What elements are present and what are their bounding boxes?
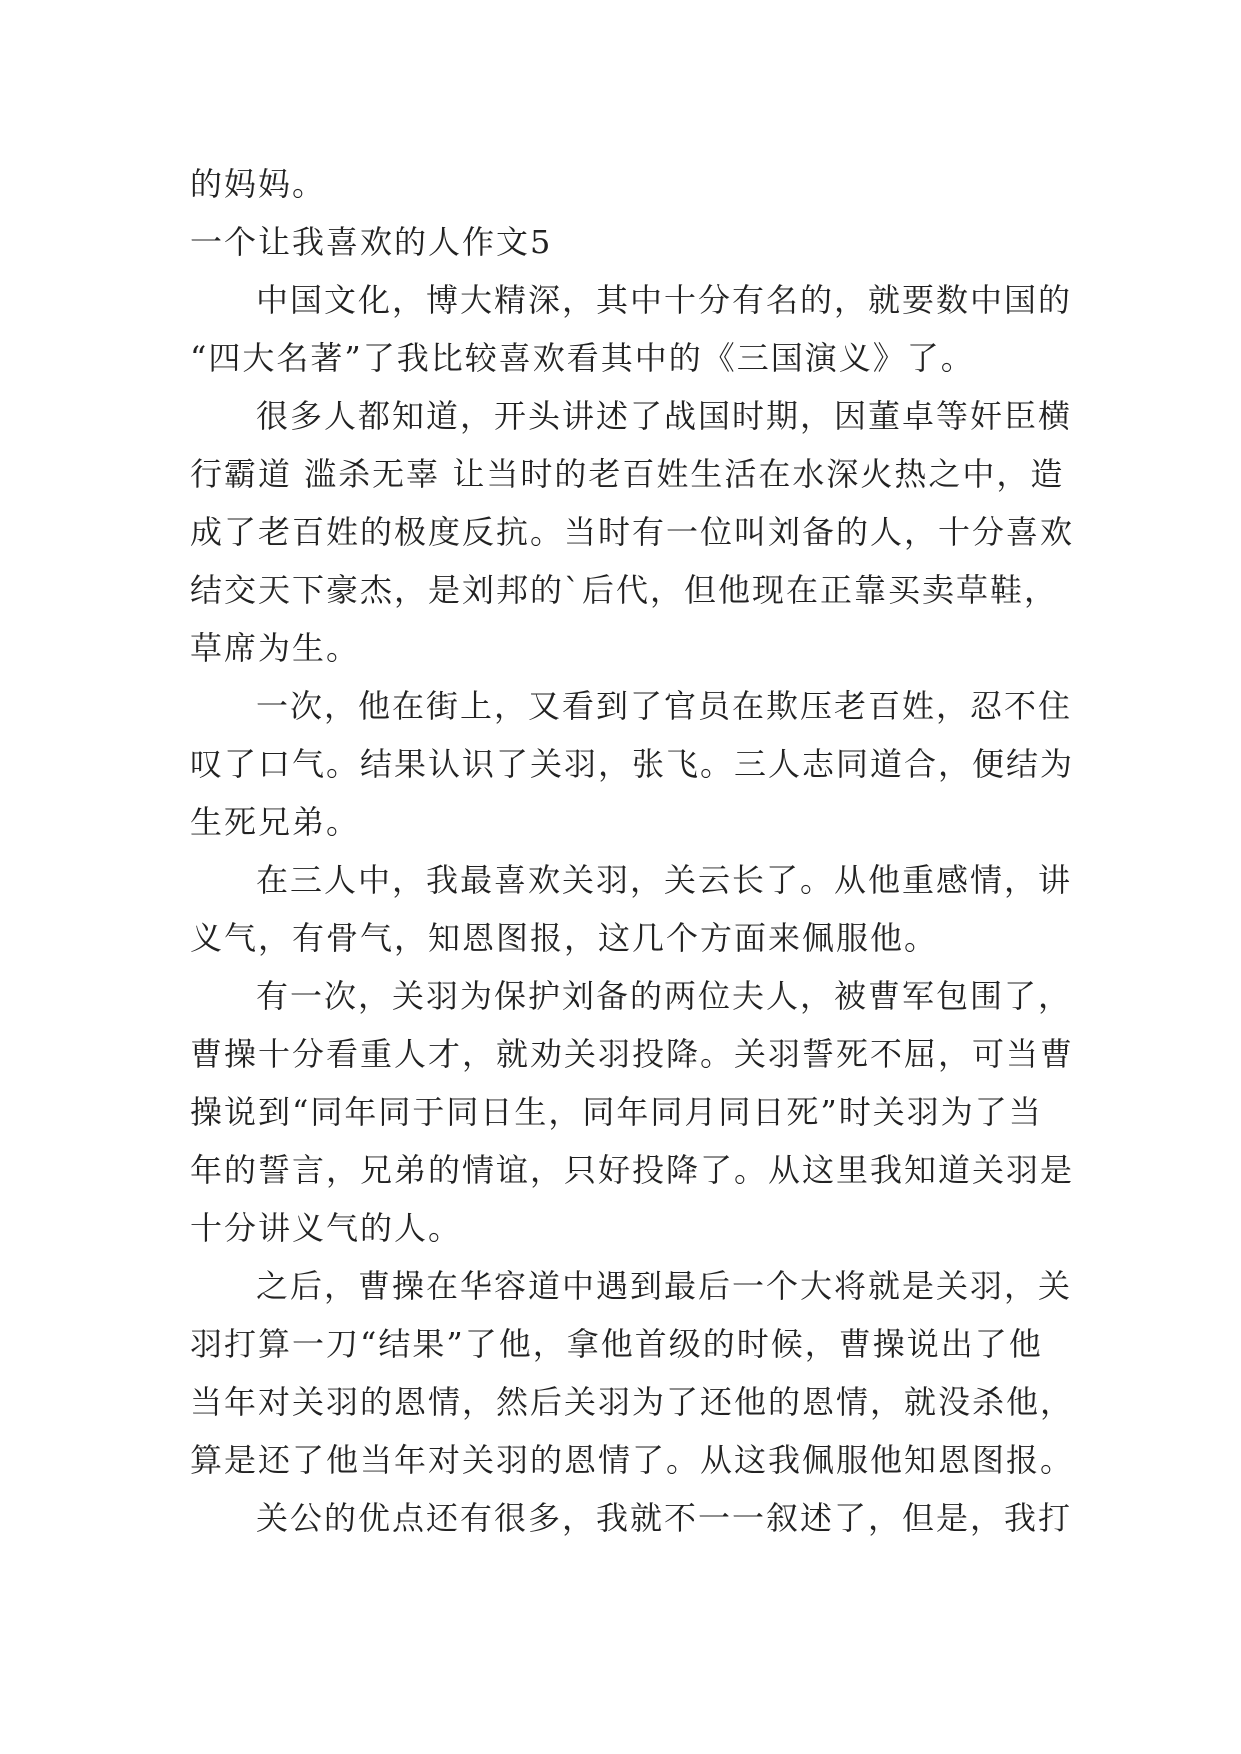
essay-title: 一个让我喜欢的人作文5 [190, 223, 553, 261]
document-body [190, 155, 1075, 1547]
paragraph-start-line: 一次，他在街上，又看到了官员在欺压老百姓，忍不住 [256, 687, 1073, 725]
text-line: 行霸道 滥杀无辜 让当时的老百姓生活在水深火热之中，造 [190, 455, 1065, 493]
text-line: 当年对关羽的恩情，然后关羽为了还他的恩情，就没杀他， [190, 1383, 1075, 1421]
paragraph-start-line: 有一次，关羽为保护刘备的两位夫人，被曹军包围了， [256, 977, 1073, 1015]
text-line: 草席为生。 [190, 629, 361, 667]
text-line: 十分讲义气的人。 [190, 1209, 463, 1247]
paragraph-start-line: 在三人中，我最喜欢关羽，关云长了。从他重感情，讲 [256, 861, 1073, 899]
text-line: 义气，有骨气，知恩图报，这几个方面来佩服他。 [190, 919, 939, 957]
text-line: “四大名著”了我比较喜欢看其中的《三国演义》了。 [190, 339, 975, 377]
paragraph-start-line: 之后，曹操在华容道中遇到最后一个大将就是关羽，关 [256, 1267, 1073, 1305]
text-line: 生死兄弟。 [190, 803, 361, 841]
text-line: 羽打算一刀“结果”了他，拿他首级的时候，曹操说出了他 [190, 1325, 1043, 1363]
text-line: 年的誓言，兄弟的情谊，只好投降了。从这里我知道关羽是 [190, 1151, 1075, 1189]
text-line: 曹操十分看重人才，就劝关羽投降。关羽誓死不屈，可当曹 [190, 1035, 1075, 1073]
text-line: 结交天下豪杰，是刘邦的`后代，但他现在正靠买卖草鞋， [190, 571, 1059, 609]
text-line: 的妈妈。 [190, 165, 327, 203]
text-line: 算是还了他当年对关羽的恩情了。从这我佩服他知恩图报。 [190, 1441, 1075, 1479]
text-line: 叹了口气。结果认识了关羽，张飞。三人志同道合，便结为 [190, 745, 1075, 783]
text-line: 成了老百姓的极度反抗。当时有一位叫刘备的人，十分喜欢 [190, 513, 1075, 551]
paragraph-start-line: 关公的优点还有很多，我就不一一叙述了，但是，我打 [256, 1499, 1073, 1537]
paragraph-start-line: 中国文化，博大精深，其中十分有名的，就要数中国的 [256, 281, 1073, 319]
paragraph-start-line: 很多人都知道，开头讲述了战国时期，因董卓等奸臣横 [256, 397, 1073, 435]
text-line: 操说到“同年同于同日生，同年同月同日死”时关羽为了当 [190, 1093, 1043, 1131]
